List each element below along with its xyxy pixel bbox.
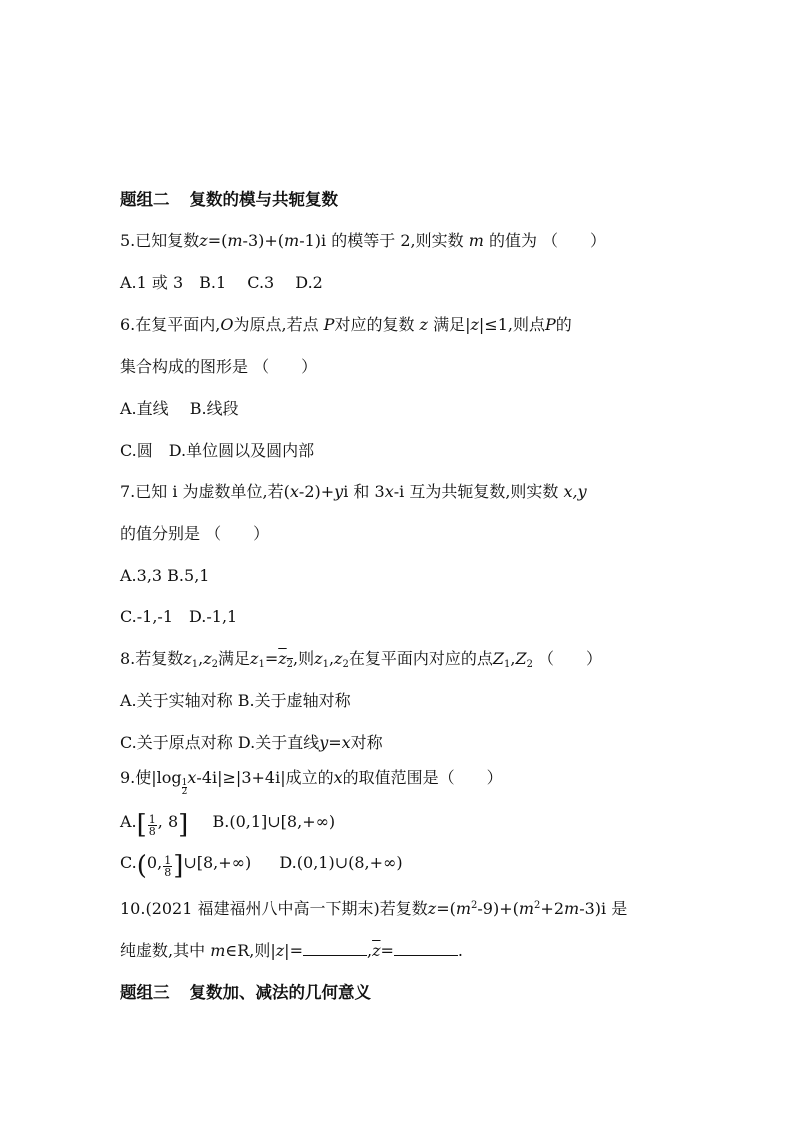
log-base: 1 2 <box>181 778 188 797</box>
q6-options-cd: C.圆 D.单位圆以及圆内部 <box>120 441 315 460</box>
q7-text: 7.已知 i 为虚数单位,若( <box>120 482 290 501</box>
q5-text: 5.已知复数 <box>120 231 200 250</box>
q5-text: 的值为 （ ） <box>488 231 607 250</box>
var-x: x <box>333 768 343 787</box>
q8-text: C.关于原点对称 D.关于直线 <box>120 733 320 752</box>
question-9 <box>120 768 503 796</box>
q8-options-cd <box>120 733 383 753</box>
q10-line-2 <box>120 941 463 961</box>
conjugate-z: $\overline{z}$ <box>372 941 381 960</box>
var-x: x <box>384 482 394 501</box>
superscript: 2 <box>471 900 478 911</box>
q8-text: （ ） <box>532 649 603 668</box>
q9-option-a: A. <box>120 812 137 831</box>
var-m: m <box>468 231 484 250</box>
q7-line-2: 的值分别是 （ ） <box>120 524 270 543</box>
var-y: y <box>334 482 344 501</box>
q9-option-d: D.(0,1)∪(8,+∞) <box>279 853 403 872</box>
var-z: z <box>427 899 437 918</box>
question-8 <box>120 649 602 669</box>
subscript: 1 <box>322 659 329 670</box>
subscript: 1 <box>258 659 265 670</box>
var-Z: Z <box>515 649 527 668</box>
q5-text: =( <box>207 231 228 250</box>
q8-text: , <box>328 649 335 668</box>
q10-text: . <box>457 941 463 960</box>
q9-text: ∪[8,+∞) <box>183 853 252 872</box>
fraction: $\frac{1}{8}$ <box>164 854 172 879</box>
var-z: z <box>199 231 208 250</box>
equation-y-eq-x: y=x <box>319 733 351 752</box>
q9-text: 0, <box>146 853 163 872</box>
var-z: z <box>250 649 259 668</box>
q7-options-cd: C.-1,-1 D.-1,1 <box>120 607 238 626</box>
subscript: 1 <box>504 659 511 670</box>
question-6 <box>120 315 572 335</box>
q6-text: 6.在复平面内, <box>120 315 221 334</box>
section-heading-3 <box>120 983 371 1003</box>
q8-text: = <box>264 649 279 668</box>
var-x: x <box>289 482 299 501</box>
question-7 <box>120 482 587 502</box>
q8-text: 对称 <box>350 733 383 752</box>
q10-text: =( <box>436 899 456 918</box>
var-m: m <box>564 899 580 918</box>
section-title: 复数的模与共轭复数 <box>189 190 338 209</box>
q9-text: -4i|≥|3+4i|成立的 <box>196 768 334 787</box>
q6-text: |≤1,则点 <box>478 315 545 334</box>
var-m: m <box>455 899 472 918</box>
q8-text: ,则 <box>293 649 315 668</box>
q9-option-b: B.(0,1]∪[8,+∞) <box>212 812 336 831</box>
var-m: m <box>227 231 243 250</box>
q10-text: 纯虚数,其中 <box>120 941 206 960</box>
q7-options-ab: A.3,3 B.5,1 <box>120 566 210 585</box>
q7-text: -2)+ <box>298 482 335 501</box>
q6-text: 满足| <box>433 315 471 334</box>
q6-line-2: 集合构成的图形是 （ ） <box>120 357 318 376</box>
q6-text: 为原点,若点 <box>233 315 319 334</box>
q10-text: = <box>380 941 394 960</box>
var-Z: Z <box>492 649 504 668</box>
q8-text: 8.若复数 <box>120 649 184 668</box>
var-m: m <box>284 231 300 250</box>
var-P: P <box>545 315 556 334</box>
q10-text: 10.(2021 福建福州八中高一下期末)若复数 <box>120 899 428 918</box>
section-label: 题组三 <box>120 983 170 1002</box>
q9-text: , 8 <box>157 812 179 831</box>
var-O: O <box>220 315 234 334</box>
var-P: P <box>323 315 335 334</box>
q9-options-ab: A.[ $\frac{1}{8}$ , 8] B.(0,1]∪[8,+∞) <box>120 810 336 840</box>
q10-text: , <box>366 941 373 960</box>
q5-text: -3)+( <box>242 231 285 250</box>
section-title: 复数加、减法的几何意义 <box>189 983 371 1002</box>
q5-options: A.1 或 3 B.1 C.3 D.2 <box>120 273 323 292</box>
q10-text: -3)i 是 <box>579 899 628 918</box>
q8-options-ab: A.关于实轴对称 B.关于虚轴对称 <box>120 691 351 710</box>
q6-text: 的 <box>555 315 572 334</box>
subscript: 1 <box>191 659 199 670</box>
q9-option-c: C. <box>120 853 137 872</box>
subscript: 2 <box>211 659 218 670</box>
q8-text: , <box>198 649 204 668</box>
q10-text: ∈R,则| <box>225 941 276 960</box>
var-z: z <box>470 315 479 334</box>
var-z: z <box>314 649 323 668</box>
q8-text: 满足 <box>218 649 251 668</box>
q10-text: -9)+( <box>477 899 519 918</box>
conjugate-z2: $z_2$ <box>278 649 294 670</box>
question-5 <box>120 231 606 251</box>
q9-text: 9.使|log <box>120 768 182 787</box>
q6-options-ab: A.直线 B.线段 <box>120 399 239 418</box>
section-heading-2 <box>120 190 338 210</box>
var-xy: x,y <box>563 482 587 501</box>
fraction: $\frac{1}{8}$ <box>148 813 156 838</box>
var-z: z <box>183 649 192 668</box>
q5-text: -1)i 的模等于 2,则实数 <box>299 231 464 250</box>
answer-blank <box>303 941 367 956</box>
section-label: 题组二 <box>120 190 170 209</box>
answer-blank <box>394 941 458 956</box>
superscript: 2 <box>534 900 541 911</box>
q7-text: i 和 3 <box>343 482 385 501</box>
q8-text: 在复平面内对应的点 <box>348 649 493 668</box>
q6-text: 对应的复数 <box>334 315 415 334</box>
var-m: m <box>210 941 226 960</box>
var-m: m <box>518 899 535 918</box>
q7-text: -i 互为共轭复数,则实数 <box>393 482 559 501</box>
subscript: 2 <box>526 659 533 670</box>
question-10 <box>120 899 627 919</box>
subscript: 2 <box>342 659 349 670</box>
q10-text: |= <box>284 941 303 960</box>
q10-text: +2 <box>540 899 565 918</box>
var-z: z <box>203 649 212 668</box>
var-z: z <box>334 649 343 668</box>
var-z: z <box>275 941 285 960</box>
q8-text: , <box>510 649 516 668</box>
var-z: z <box>419 315 428 334</box>
var-x: x <box>187 768 197 787</box>
q9-text: 的取值范围是（ ） <box>342 768 503 787</box>
q9-options-cd: C.(0, $\frac{1}{8}$ ]∪[8,+∞) D.(0,1)∪(8,+∞) <box>120 851 403 881</box>
